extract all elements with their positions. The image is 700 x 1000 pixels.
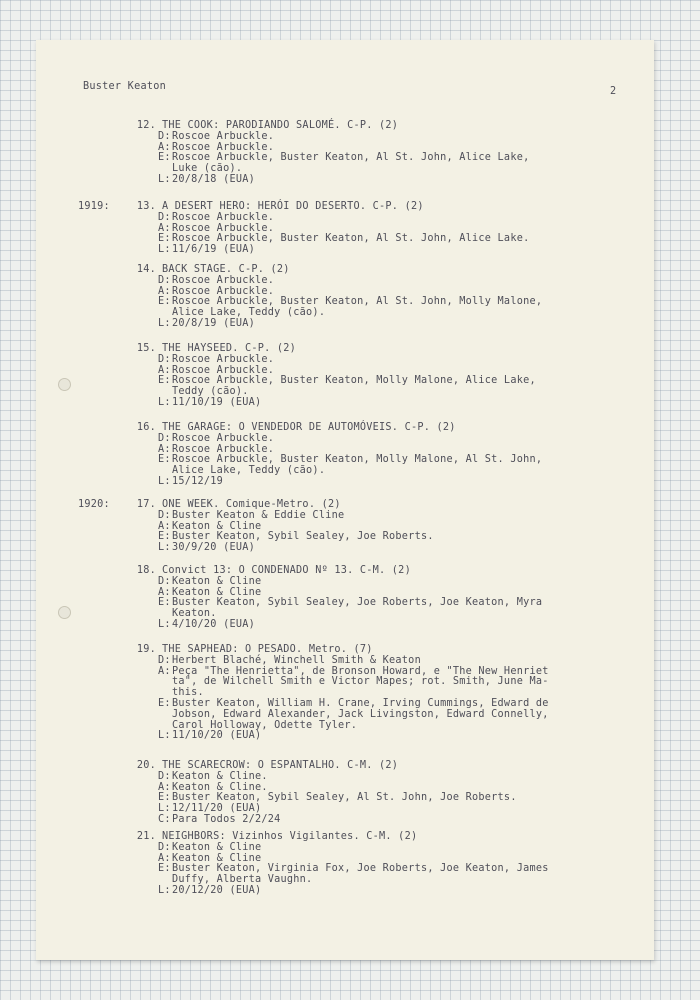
entry-field [158,153,648,175]
field-value: Peça "The Henrietta", de Bronson Howard, e "The New Henriet ta", de Wilchell Smith e Victor Mapes; rot. Smith, June Ma- this. [172,665,549,699]
entry-field [158,577,648,588]
typed-document-page [36,40,654,960]
field-key: D: [158,432,171,444]
field-value: 20/8/19 (EUA) [172,318,255,329]
entry-field [158,731,648,742]
entry-field [158,355,648,366]
field-value: Roscoe Arbuckle. [172,274,275,286]
field-key: D: [158,130,171,142]
entry-field [158,656,648,667]
field-value: Roscoe Arbuckle. [172,285,275,297]
entry-field [158,699,648,731]
field-key: E: [158,375,171,387]
field-value: Keaton & Cline. [172,781,268,793]
field-key: C: [158,814,171,825]
field-value: Buster Keaton, Sybil Sealey, Joe Roberts, Joe Keaton, Myra Keaton. [172,597,543,620]
field-value: Roscoe Arbuckle. [172,364,275,376]
entry-field [158,598,648,620]
field-key: D: [158,211,171,223]
entry-field [158,477,648,488]
field-value: 20/12/20 (EUA) [172,885,262,896]
entry-number: 16. [136,422,156,433]
field-value: Keaton & Cline [172,852,262,864]
entry-number: 15. [136,343,156,354]
field-key: L: [158,397,171,408]
entry-field [158,319,648,330]
entry-title: BACK STAGE. C-P. (2) [162,264,290,275]
field-key: E: [158,531,171,543]
field-value: 11/6/19 (EUA) [172,244,255,256]
field-key: D: [158,274,171,286]
field-key: D: [158,575,171,587]
entry-field [158,213,648,224]
entry-number: 14. [136,264,156,275]
field-value: Buster Keaton, Sybil Sealey, Joe Roberts. [172,531,434,543]
field-key: A: [158,285,171,297]
field-value: Roscoe Arbuckle, Buster Keaton, Al St. John, Alice Lake, Luke (cão). [172,152,530,175]
entry-number: 21. [136,831,156,842]
field-value: Roscoe Arbuckle. [172,432,275,444]
field-key: L: [158,803,171,815]
field-value: 30/9/20 (EUA) [172,542,255,554]
entry-field [158,455,648,477]
field-key: E: [158,233,171,245]
field-value: Roscoe Arbuckle, Buster Keaton, Molly Malone, Alice Lake, Teddy (cão). [172,375,536,398]
field-key: L: [158,885,171,896]
entry-title: THE SAPHEAD: O PESADO. Metro. (7) [162,644,373,655]
entry-field [158,297,648,319]
entry-field [158,667,648,699]
field-key: D: [158,353,171,365]
punch-hole [58,378,71,391]
field-value: 11/10/20 (EUA) [172,730,262,742]
header-name: Buster Keaton [83,81,166,92]
field-key: L: [158,730,171,742]
field-value: Roscoe Arbuckle. [172,130,275,142]
entry-number: 12. [136,120,156,131]
entry-field [158,132,648,143]
field-value: Keaton & Cline [172,520,262,532]
field-key: A: [158,364,171,376]
field-value: 4/10/20 (EUA) [172,619,255,630]
entry-title: THE SCARECROW: O ESPANTALHO. C-M. (2) [162,760,399,771]
entry-number: 20. [136,760,156,771]
field-value: Buster Keaton, William H. Crane, Irving Cummings, Edward de Jobson, Edward Alexander, Jack Livingston, Edward Connelly, Carol Holloway, Odette Tyler. [172,698,549,731]
entry-title: Convict 13: O CONDENADO Nº 13. C-M. (2) [162,565,411,576]
page-number: 2 [610,86,617,97]
entry-number: 13. [136,201,156,212]
entry-field [158,864,648,886]
field-value: Roscoe Arbuckle, Buster Keaton, Al St. John, Molly Malone, Alice Lake, Teddy (cão). [172,296,543,319]
field-key: D: [158,770,171,782]
field-key: L: [158,476,171,487]
field-key: E: [158,152,171,164]
entry-number: 18. [136,565,156,576]
field-key: D: [158,509,171,521]
entry-field [158,815,648,826]
field-value: Roscoe Arbuckle, Buster Keaton, Al St. John, Alice Lake. [172,233,530,245]
field-key: L: [158,619,171,630]
entry-year: 1920: [78,499,110,510]
entry-title: NEIGHBORS: Vizinhos Vigilantes. C-M. (2) [162,831,418,842]
field-value: Roscoe Arbuckle. [172,141,275,153]
field-key: L: [158,318,171,329]
field-value: 11/10/19 (EUA) [172,397,262,408]
entry-field [158,398,648,409]
punch-hole [58,606,71,619]
field-value: Roscoe Arbuckle. [172,443,275,455]
field-key: E: [158,454,171,466]
entry-field [158,376,648,398]
field-value: 12/11/20 (EUA) [172,803,262,815]
entry-title: THE HAYSEED. C-P. (2) [162,343,297,354]
field-value: Buster Keaton & Eddie Cline [172,509,345,521]
entry-number: 19. [136,644,156,655]
entry-field [158,175,648,186]
field-value: Buster Keaton, Sybil Sealey, Al St. John, Joe Roberts. [172,792,517,804]
entry-field [158,886,648,897]
entry-field [158,620,648,631]
entry-field [158,245,648,256]
field-key: E: [158,863,171,875]
field-key: A: [158,852,171,864]
field-value: Keaton & Cline [172,841,262,853]
entry-field [158,543,648,554]
field-key: A: [158,222,171,234]
field-value: 15/12/19 [172,476,224,487]
field-key: L: [158,174,171,185]
field-key: E: [158,698,171,709]
entry-title: THE COOK: PARODIANDO SALOMÉ. C-P. (2) [162,120,399,131]
field-key: D: [158,654,171,666]
entry-title: THE GARAGE: O VENDEDOR DE AUTOMÓVEIS. C-P. (2) [162,422,456,433]
field-value: Para Todos 2/2/24 [172,814,281,825]
field-value: Roscoe Arbuckle. [172,353,275,365]
entry-title: ONE WEEK. Comique-Metro. (2) [162,499,341,510]
field-value: Keaton & Cline. [172,770,268,782]
field-key: E: [158,792,171,804]
field-key: L: [158,542,171,554]
field-value: Herbert Blaché, Winchell Smith & Keaton [172,654,421,666]
entry-field [158,843,648,854]
entry-field [158,772,648,783]
field-value: Keaton & Cline [172,586,262,598]
entry-field [158,511,648,522]
entry-field [158,434,648,445]
field-value: Roscoe Arbuckle. [172,222,275,234]
field-key: L: [158,244,171,256]
entry-field [158,276,648,287]
field-value: Keaton & Cline [172,575,262,587]
field-value: Roscoe Arbuckle, Buster Keaton, Molly Malone, Al St. John, Alice Lake, Teddy (cão). [172,454,543,477]
field-key: A: [158,665,171,677]
field-key: D: [158,841,171,853]
entry-number: 17. [136,499,156,510]
field-value: Buster Keaton, Virginia Fox, Joe Roberts, Joe Keaton, James Duffy, Alberta Vaughn. [172,863,549,886]
field-key: A: [158,520,171,532]
field-key: A: [158,141,171,153]
field-key: E: [158,597,171,609]
field-value: Roscoe Arbuckle. [172,211,275,223]
field-key: A: [158,443,171,455]
field-key: E: [158,296,171,308]
field-key: A: [158,781,171,793]
entry-title: A DESERT HERO: HERÓI DO DESERTO. C-P. (2) [162,201,424,212]
field-value: 20/8/18 (EUA) [172,174,255,185]
field-key: A: [158,586,171,598]
entry-year: 1919: [78,201,110,212]
